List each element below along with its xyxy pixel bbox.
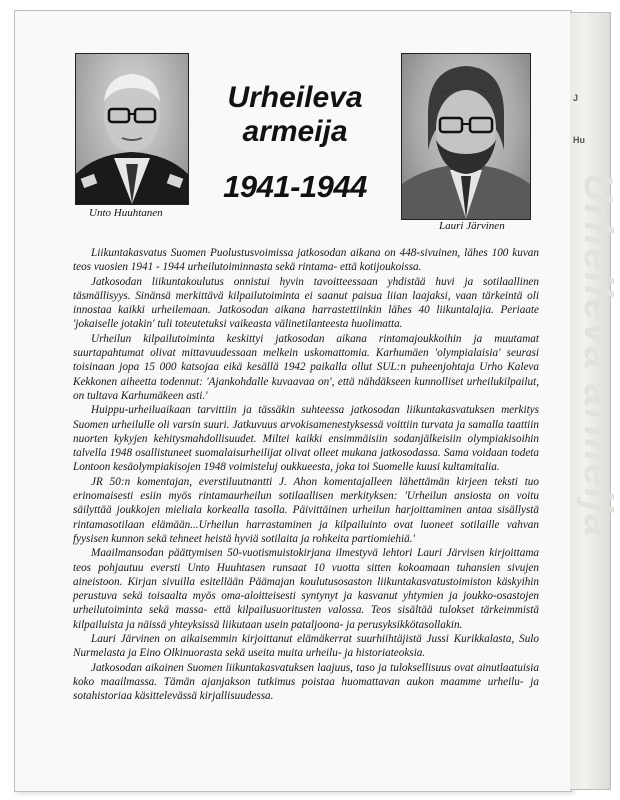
back-cover [14, 10, 572, 792]
portrait-photo-right [401, 53, 531, 220]
title-line-2: armeija [242, 115, 348, 148]
blurb-paragraph: Lauri Järvinen on aikaisemmin kirjoittanut elämäkerrat suurhiihtäjistä Jussi Kurikkalasta, Sulo Nurmelasta ja Eino Olkinuorasta sekä useita muita urheilu- ja historiateoksia. [73, 633, 539, 660]
spine-text-fragment: J [573, 93, 579, 103]
blurb-paragraph: Huippu-urheiluaikaan tarvittiin ja tässäkin suhteessa jatkosodan liikuntakasvatuksen merkitys Suomen urheilulle oli varsin suuri. Jatkuvuus arvokisamenestyksessä voittiin turvata ja samalla taattiin nuorten kykyjen kehitysmahdollisuudet. Miltei kaikki ensimmäisiin sodanjälkeisiin olympiakisoihin talvella 1948 osallistuneet suomalaisurheilijat olivat olleet mukana jatkosodassa. Sama voidaan todeta Lontoon kesäolympiakisojen 1948 voimisteluj oukkueesta, joka toi Suomelle kuusi kultamitalia. [73, 404, 539, 474]
blurb-text [73, 246, 539, 704]
portrait-photo-left [75, 53, 189, 205]
portrait-illustration-right [402, 54, 530, 219]
spine-text-fragment: Hu [573, 135, 585, 145]
blurb-paragraph: Jatkosodan liikuntakoulutus onnistui hyvin tavoitteessaan yhdistää huvi ja sotilaallinen täsmällisyys. Sinänsä merkittävä kilpailutoiminta ei saanut paisua liian laajaksi, vaan tärkeintä oli innostaa kaikki urheilemaan. Jatkosodan aikana harrastettiinkin lähes 40 liikuntalajia. Periaate 'jokaiselle jotakin' tuli toteutetuksi vaikeasta välinetilanteesta huolimatta. [73, 275, 539, 331]
blurb-paragraph: Liikuntakasvatus Suomen Puolustusvoimissa jatkosodan aikana on 448-sivuinen, lähes 100 kuvan teos vuosien 1941 - 1944 urheilutoiminnasta sekä rintama- että kotijoukoissa. [73, 247, 539, 274]
book-title [211, 81, 379, 205]
blurb-paragraph: Jatkosodan aikainen Suomen liikuntakasvatuksen laajuus, taso ja tuloksellisuus ovat ainutlaatuisia koko maailmassa. Tämän ajanjakson tutkimus poistaa huomattavan aukon maamme urheilu- ja sotahistoriaa käsittelevässä kirjallisuudessa. [73, 661, 539, 703]
portrait-caption-left: Unto Huuhtanen [89, 207, 163, 219]
portrait-caption-right: Lauri Järvinen [439, 220, 505, 232]
blurb-paragraph: JR 50:n komentajan, everstiluutnantti J. Ahon komentajalleen lähettämän kirjeen teksti tuo erinomaisesti esiin myös rintamaurheilun sotilaallisen merkityksen: 'Urheilun ansiosta on voitu säilyttää joukkojen mieliala korkealla tasolla. Päivittäinen urheilun harjoittaminen antaa sisällystä rintamasotilaan elämään...Urheilun harrastaminen ja kilpailuinto ovat luoneet sotilaille vahvan fyysisen kunnon sekä tehneet heistä hyviä sotilaita ja rohkeita partiomiehiä.' [73, 475, 539, 545]
title-line-1: Urheileva [227, 81, 363, 114]
blurb-paragraph: Maailmansodan päättymisen 50-vuotismuistokirjana ilmestyvä lehtori Lauri Järvisen kirjoittama teos pohjautuu eversti Unto Huuhtasen runsaat 10 vuotta sitten kokoamaan tuhansien sivujen aineistoon. Kirjan sivuilla esitellään Päämajan koulutusosaston liikuntakasvatustoimiston käskyihin perustuva sekä toisaalta myös oma-aloitteisesti syntynyt ja kasvanut yhtymien ja joukko-osastojen urheilutoiminta sekä massa- että kilpailusuoritusten valossa. Teos sisältää tulokset tärkeimmistä kilpailuista ja näissä yhteyksissä liikutaan usein pataljoona- ja perusyksikkötasollakin. [73, 547, 539, 631]
book-spine [570, 12, 620, 790]
title-years: 1941-1944 [223, 169, 367, 204]
portrait-illustration-left [76, 54, 188, 204]
spine-title-ghost: Urheileva armeija [576, 173, 620, 539]
blurb-paragraph: Urheilun kilpailutoiminta keskittyi jatkosodan aikana rintamajoukkoihin ja muutamat suurtapahtumat olivat mittavuudessaan melkein uskomattomia. Karhumäen 'olympialaisia' seurasi toisinaan jopa 15 000 katsojaa eikä kesällä 1942 paikalla ollut SUL:n puheenjohtaja Urho Kaleva Kekkonen aiheetta todennut: 'Ajankohdalle kuvaavaa on', että nähdäkseen kunnolliset urheilukilpailut, on tultava Karhumäkeen asti.' [73, 332, 539, 402]
